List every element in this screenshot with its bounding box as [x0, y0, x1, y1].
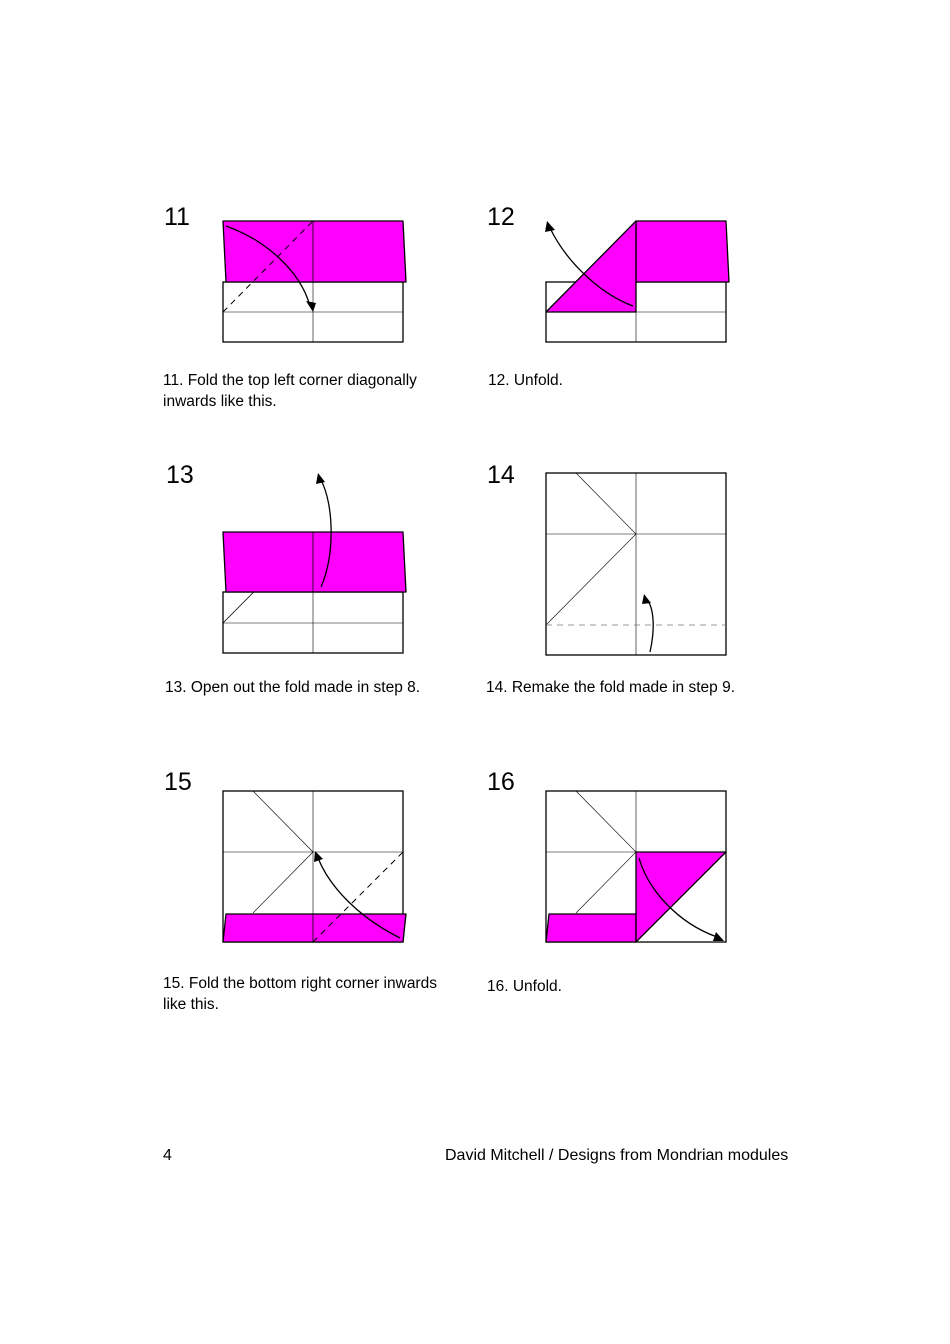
step-13-diagram — [210, 460, 420, 660]
step-14-caption: 14. Remake the fold made in step 9. — [486, 679, 736, 696]
step-12-diagram — [533, 210, 743, 355]
step-12-caption: 12. Unfold. — [488, 372, 563, 389]
step-14-number: 14 — [487, 461, 515, 489]
step-11-number: 11 — [164, 203, 190, 231]
page-number: 4 — [163, 1147, 172, 1164]
step-12-number: 12 — [487, 203, 515, 231]
step-15-caption: 15. Fold the bottom right corner inwards like this. — [163, 975, 437, 1013]
step-14-diagram — [533, 460, 743, 660]
step-16-number: 16 — [487, 768, 515, 796]
step-15-diagram — [210, 778, 420, 953]
step-16-caption: 16. Unfold. — [487, 978, 562, 995]
step-13-caption: 13. Open out the fold made in step 8. — [165, 679, 421, 696]
step-15-number: 15 — [164, 768, 192, 796]
running-footer-title: David Mitchell / Designs from Mondrian modules — [445, 1147, 789, 1164]
step-16-diagram — [533, 778, 743, 953]
step-11-caption: 11. Fold the top left corner diagonally inwards like this. — [163, 372, 417, 410]
step-11-diagram — [210, 210, 420, 355]
step-13-number: 13 — [166, 461, 194, 489]
